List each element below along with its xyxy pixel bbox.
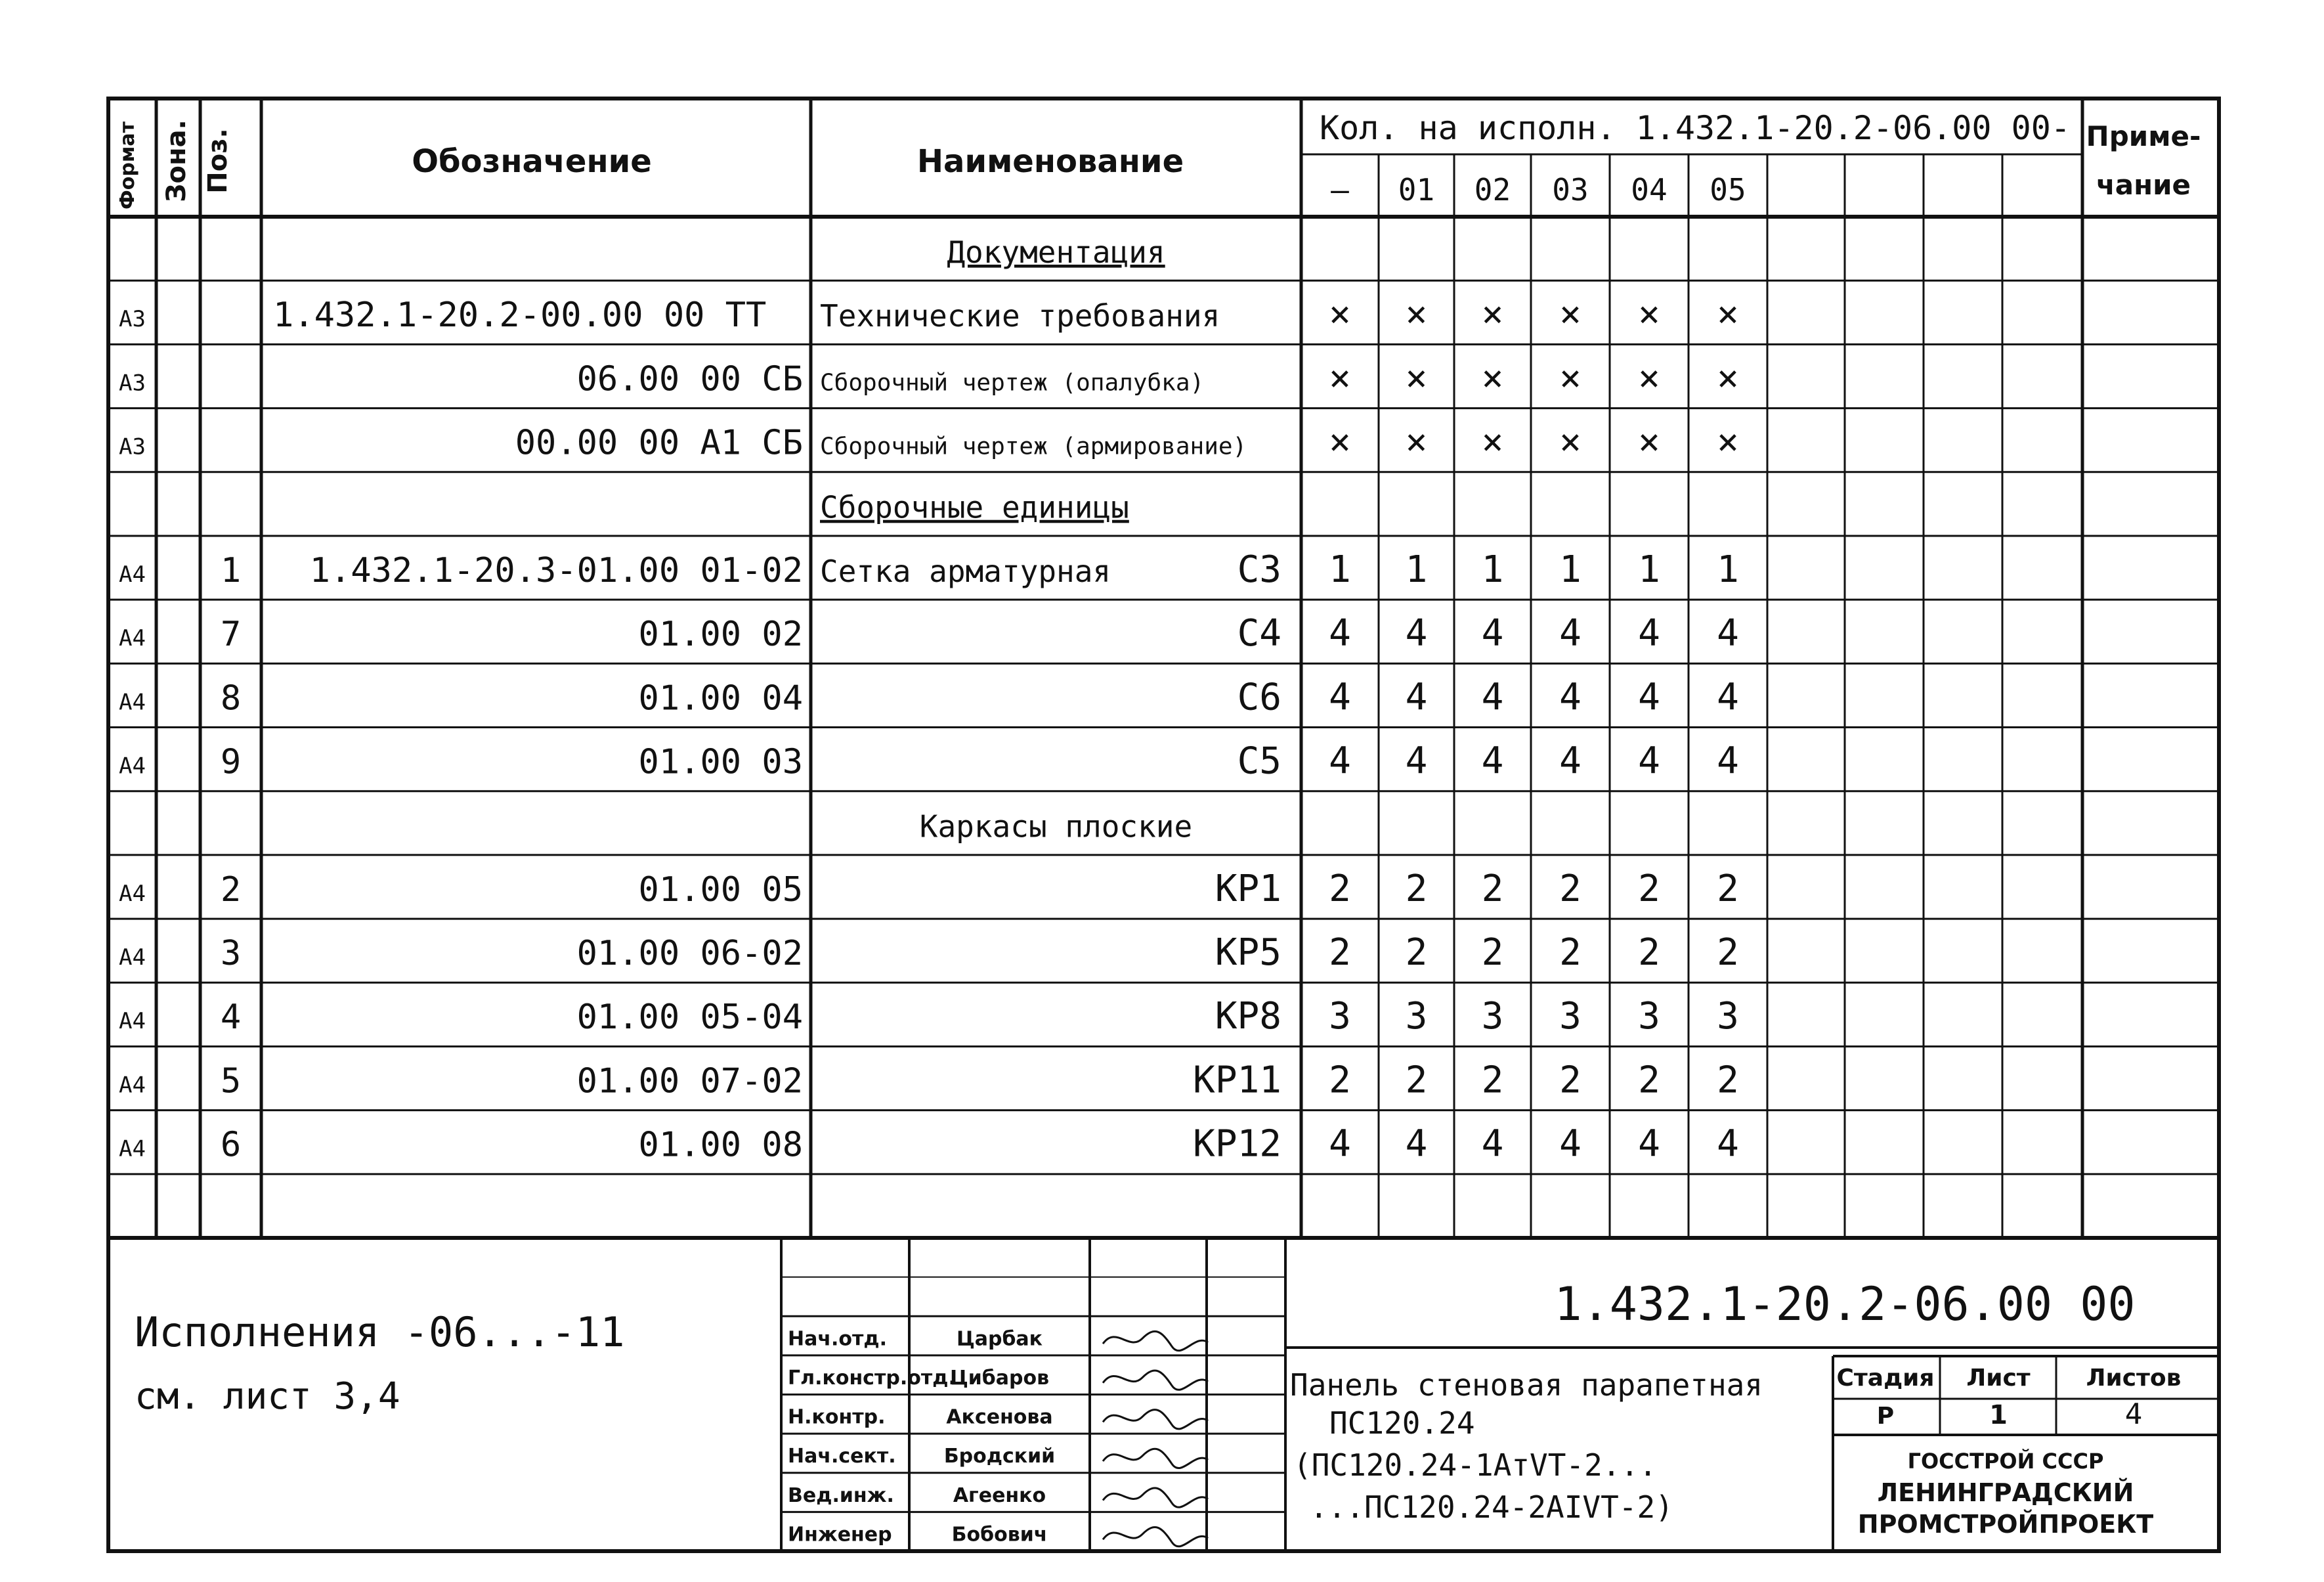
header-format: Формат (116, 121, 139, 209)
row-format: А4 (119, 880, 146, 907)
row-qty: 3 (1717, 995, 1739, 1038)
title-line-4: ...ПС120.24-2АIVТ-2) (1310, 1489, 1673, 1525)
row-qty: × (1405, 357, 1428, 400)
row-name: Документация (947, 234, 1165, 270)
row-designation: 01.00 07-02 (576, 1061, 803, 1101)
row-qty: 4 (1559, 676, 1582, 719)
row-qty: 2 (1717, 867, 1739, 910)
row-qty: 4 (1717, 676, 1739, 719)
signature-role: Гл.констр.отд. (788, 1366, 956, 1390)
row-qty: × (1481, 420, 1504, 464)
header-qty-title: Кол. на исполн. 1.432.1-20.2-06.00 00- (1320, 109, 2071, 147)
row-name: Сборочный чертеж (армирование) (820, 433, 1247, 460)
row-qty: × (1329, 293, 1351, 336)
row-format: А4 (119, 753, 146, 780)
row-qty: 4 (1559, 739, 1582, 783)
row-qty: 4 (1559, 612, 1582, 655)
row-qty: 2 (1329, 931, 1351, 975)
signature-role: Н.контр. (788, 1405, 886, 1429)
row-qty: 4 (1405, 739, 1428, 783)
sheet-label: Лист (1966, 1365, 2031, 1392)
table-row (119, 1123, 1739, 1166)
row-format: А4 (119, 625, 146, 652)
row-designation: 01.00 05 (638, 869, 803, 910)
row-qty: 4 (1481, 1122, 1504, 1166)
row-qty: 1 (1559, 548, 1582, 591)
row-designation: 01.00 02 (638, 615, 803, 655)
row-qty: 3 (1405, 995, 1428, 1038)
signature-mark (1103, 1488, 1208, 1507)
sheets-label: Листов (2086, 1365, 2182, 1392)
row-format: А4 (119, 1072, 146, 1099)
row-qty: × (1481, 293, 1504, 336)
table-row (920, 809, 1192, 845)
row-name: Технические требования (820, 298, 1220, 334)
signature-name: Бродский (943, 1445, 1056, 1468)
row-qty: 2 (1481, 1059, 1504, 1102)
table-row (820, 490, 1129, 525)
row-name: Каркасы плоские (919, 808, 1193, 845)
row-code: КР8 (1215, 995, 1281, 1038)
signature-name: Бобович (951, 1523, 1048, 1547)
row-code: КР5 (1215, 931, 1281, 975)
row-qty: × (1638, 420, 1660, 464)
signature-name: Агеенко (953, 1483, 1046, 1507)
table-row (119, 739, 1739, 782)
row-qty: 4 (1717, 739, 1739, 783)
stage-value: Р (1876, 1403, 1895, 1430)
row-designation: 06.00 00 СБ (576, 359, 803, 399)
row-pos: 2 (220, 869, 242, 910)
row-qty: × (1329, 357, 1351, 400)
org-line-2: ЛЕНИНГРАДСКИЙ (1877, 1478, 2134, 1507)
row-pos: 1 (220, 550, 242, 590)
row-format: А4 (119, 689, 146, 716)
row-qty: 2 (1638, 867, 1660, 910)
row-qty: × (1559, 293, 1582, 336)
row-qty: × (1638, 293, 1660, 336)
title-block (1290, 1277, 2181, 1539)
note-line-1: Исполнения -06...-11 (135, 1308, 625, 1356)
spec-rows (119, 234, 1739, 1166)
org-line-1: ГОССТРОЙ СССР (1907, 1449, 2104, 1474)
row-designation: 01.00 04 (638, 678, 803, 718)
row-format: А4 (119, 1135, 146, 1162)
header-designation: Обозначение (412, 143, 652, 180)
row-qty: × (1717, 293, 1739, 336)
row-qty: 2 (1481, 931, 1504, 975)
row-qty: 4 (1481, 612, 1504, 655)
row-qty: × (1559, 357, 1582, 400)
row-qty: 3 (1559, 995, 1582, 1038)
row-qty: 1 (1329, 548, 1351, 591)
row-qty: 4 (1329, 739, 1351, 783)
row-qty: 1 (1638, 548, 1660, 591)
signature-name: Цибаров (949, 1366, 1050, 1390)
row-designation: 1.432.1-20.3-01.00 01-02 (309, 550, 803, 590)
note-line-2: см. лист 3,4 (135, 1375, 400, 1418)
row-qty: 2 (1559, 1059, 1582, 1102)
row-pos: 8 (220, 678, 242, 718)
row-format: А4 (119, 561, 146, 588)
exec-col-5: 05 (1710, 172, 1746, 208)
row-qty: 4 (1559, 1122, 1582, 1166)
signature-mark (1103, 1331, 1208, 1350)
row-qty: × (1405, 420, 1428, 464)
exec-column-headers (1331, 172, 1746, 208)
table-header (116, 109, 2201, 209)
table-row (119, 1059, 1739, 1101)
row-qty: 3 (1481, 995, 1504, 1038)
row-qty: 4 (1329, 612, 1351, 655)
row-qty: 2 (1638, 1059, 1660, 1102)
row-qty: × (1405, 293, 1428, 336)
row-pos: 4 (220, 998, 242, 1038)
org-line-3: ПРОМСТРОЙПРОЕКТ (1857, 1510, 2154, 1539)
row-pos: 6 (220, 1125, 242, 1165)
table-row (119, 995, 1739, 1038)
table-row (119, 421, 1739, 464)
row-qty: 4 (1717, 1122, 1739, 1166)
row-designation: 01.00 06-02 (576, 934, 803, 974)
signature-block (788, 1327, 1208, 1546)
row-qty: 2 (1405, 1059, 1428, 1102)
row-designation: 00.00 00 А1 СБ (515, 423, 803, 463)
signature-mark (1103, 1527, 1208, 1547)
exec-col-1: 01 (1398, 172, 1435, 208)
signature-role: Нач.сект. (788, 1445, 896, 1468)
row-qty: × (1717, 357, 1739, 400)
row-code: КР12 (1193, 1122, 1281, 1166)
row-format: А3 (119, 370, 146, 397)
row-qty: 4 (1638, 739, 1660, 783)
row-qty: × (1329, 420, 1351, 464)
row-qty: 2 (1405, 931, 1428, 975)
signature-name: Аксенова (946, 1405, 1053, 1429)
row-designation: 01.00 03 (638, 742, 803, 782)
table-row (119, 548, 1739, 591)
table-row (119, 612, 1739, 655)
row-qty: 4 (1405, 1122, 1428, 1166)
row-qty: × (1481, 357, 1504, 400)
row-qty: 4 (1638, 1122, 1660, 1166)
row-designation: 01.00 08 (638, 1125, 803, 1165)
header-note-1: Приме- (2086, 120, 2201, 152)
signature-role: Вед.инж. (788, 1483, 894, 1507)
sheet-value: 1 (1989, 1400, 2008, 1430)
row-qty: × (1717, 420, 1739, 464)
row-qty: 3 (1329, 995, 1351, 1038)
row-pos: 9 (220, 742, 242, 782)
title-line-2: ПС120.24 (1329, 1405, 1475, 1441)
row-qty: 4 (1638, 612, 1660, 655)
row-qty: 4 (1481, 739, 1504, 783)
table-row (119, 931, 1739, 974)
row-qty: × (1559, 420, 1582, 464)
row-format: А3 (119, 306, 146, 333)
exec-col-4: 04 (1631, 172, 1668, 208)
row-pos: 7 (220, 615, 242, 655)
row-qty: 4 (1638, 676, 1660, 719)
signature-mark (1103, 1410, 1208, 1429)
signature-mark (1103, 1371, 1208, 1390)
stage-label: Стадия (1836, 1365, 1935, 1392)
header-pos: Поз. (203, 128, 233, 194)
row-qty: 2 (1559, 931, 1582, 975)
row-qty: 2 (1717, 931, 1739, 975)
title-line-3: (ПС120.24-1АтVТ-2... (1293, 1447, 1657, 1483)
table-row (119, 357, 1739, 399)
exec-col-0: — (1331, 172, 1349, 208)
header-zone: Зона. (161, 120, 192, 202)
row-format: А4 (119, 944, 146, 971)
row-qty: 3 (1638, 995, 1660, 1038)
row-qty: 4 (1481, 676, 1504, 719)
row-name: Сборочные единицы (820, 489, 1129, 525)
row-qty: 1 (1717, 548, 1739, 591)
header-note-2: чание (2096, 169, 2191, 201)
row-code: С4 (1237, 612, 1281, 655)
row-qty: 2 (1481, 867, 1504, 910)
table-row (119, 676, 1739, 718)
doc-code: 1.432.1-20.2-06.00 00 (1554, 1277, 2136, 1331)
exec-col-2: 02 (1474, 172, 1511, 208)
row-qty: 4 (1405, 612, 1428, 655)
row-qty: 2 (1329, 867, 1351, 910)
row-qty: 1 (1405, 548, 1428, 591)
row-qty: 4 (1329, 1122, 1351, 1166)
row-code: С6 (1237, 676, 1281, 719)
row-qty: 4 (1717, 612, 1739, 655)
table-row (119, 868, 1739, 910)
row-designation: 1.432.1-20.2-00.00 00 ТТ (273, 296, 767, 336)
signature-mark (1103, 1449, 1208, 1468)
row-qty: 2 (1559, 867, 1582, 910)
row-name: Сборочный чертеж (опалубка) (820, 369, 1205, 397)
signature-role: Инженер (788, 1523, 892, 1547)
signature-name: Царбак (956, 1327, 1043, 1351)
row-qty: × (1638, 357, 1660, 400)
row-qty: 2 (1717, 1059, 1739, 1102)
title-line-1: Панель стеновая парапетная (1290, 1367, 1763, 1403)
exec-col-3: 03 (1552, 172, 1589, 208)
row-qty: 2 (1405, 867, 1428, 910)
row-format: А3 (119, 433, 146, 460)
row-qty: 2 (1329, 1059, 1351, 1102)
row-pos: 5 (220, 1061, 242, 1101)
row-name: Сетка арматурная (820, 553, 1111, 589)
row-format: А4 (119, 1008, 146, 1035)
signature-role: Нач.отд. (788, 1327, 887, 1351)
table-row (947, 234, 1165, 270)
table-row (119, 293, 1739, 336)
row-code: КР11 (1193, 1059, 1281, 1102)
row-qty: 4 (1405, 676, 1428, 719)
row-qty: 2 (1638, 931, 1660, 975)
row-code: С5 (1237, 739, 1281, 783)
row-designation: 01.00 05-04 (576, 998, 803, 1038)
row-code: С3 (1237, 548, 1281, 591)
sheets-value: 4 (2124, 1397, 2143, 1431)
row-pos: 3 (220, 934, 242, 974)
row-qty: 4 (1329, 676, 1351, 719)
row-code: КР1 (1215, 867, 1281, 910)
header-name: Наименование (916, 143, 1184, 180)
row-qty: 1 (1481, 548, 1504, 591)
execution-note (135, 1308, 625, 1418)
